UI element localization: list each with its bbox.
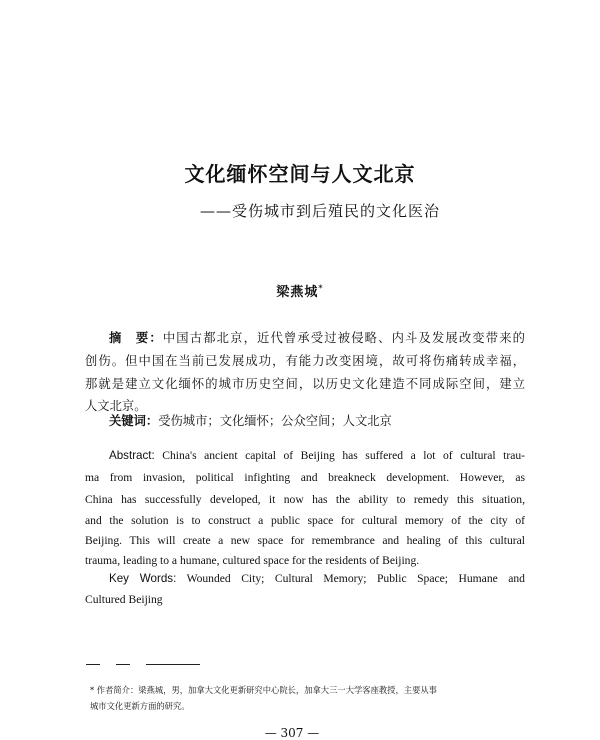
abstract-en-label: Abstract: [109,449,155,462]
footnote-line: 城市文化更新方面的研究。 [90,701,190,711]
abstract-cn-line: 人文北京。 [85,399,147,413]
abstract-cn-line: 那就是建立文化缅怀的城市历史空间，以历史文化建造不同成际空间，建立 [85,377,525,391]
author [0,281,600,300]
author-footnote-mark: * [318,282,324,293]
abstract-cn-label: 摘 要： [109,331,163,345]
footnote-divider [146,664,200,665]
author-name: 梁燕城 [276,285,319,300]
abstract-en-line: trauma, leading to a humane, cultured space for the residents of Beijing. [85,554,420,567]
abstract-en-line: ma from invasion, political infighting and breakneck development. However, as [85,471,525,484]
abstract-en-line [109,445,525,467]
footnote-line: * 作者简介：梁燕城，男，加拿大文化更新研究中心院长，加拿大三一大学客座教授，主要从事 [90,685,437,695]
keywords-cn-label: 关键词： [109,414,159,428]
keywords-en-line [109,568,525,590]
keywords-en-line: Cultured Beijing [85,593,163,606]
abstract-cn-text: 中国古都北京，近代曾承受过被侵略、内斗及发展改变带来的 [162,331,525,345]
article-title: 文化缅怀空间与人文北京 [184,162,416,186]
abstract-en-line: China has successfully developed, it now has the ability to remedy this situation, [85,493,525,506]
abstract-cn-line: 创伤。但中国在当前已发展成功，有能力改变困境，故可将伤痛转成幸福， [85,354,525,368]
footnote-divider [86,664,100,665]
keywords-en-label: Key Words: [109,572,177,585]
abstract-cn-line [109,327,525,349]
page-number: — 307 — [264,726,320,740]
footnote-divider [116,664,130,665]
abstract-en-line: and the solution is to construct a public space for cultural memory of the city of [85,514,525,527]
article-subtitle: ——受伤城市到后殖民的文化医治 [199,202,440,220]
keywords-en-text: Wounded City; Cultural Memory; Public Space; Humane and [186,572,525,585]
abstract-en-line: Beijing. This will create a new space for remembrance and healing of this cultural [85,534,525,547]
abstract-en-text: China's ancient capital of Beijing has suffered a lot of cultural trau- [162,449,525,462]
keywords-cn-text: 受伤城市；文化缅怀；公众空间；人文北京 [158,414,392,428]
keywords-cn [109,410,525,432]
